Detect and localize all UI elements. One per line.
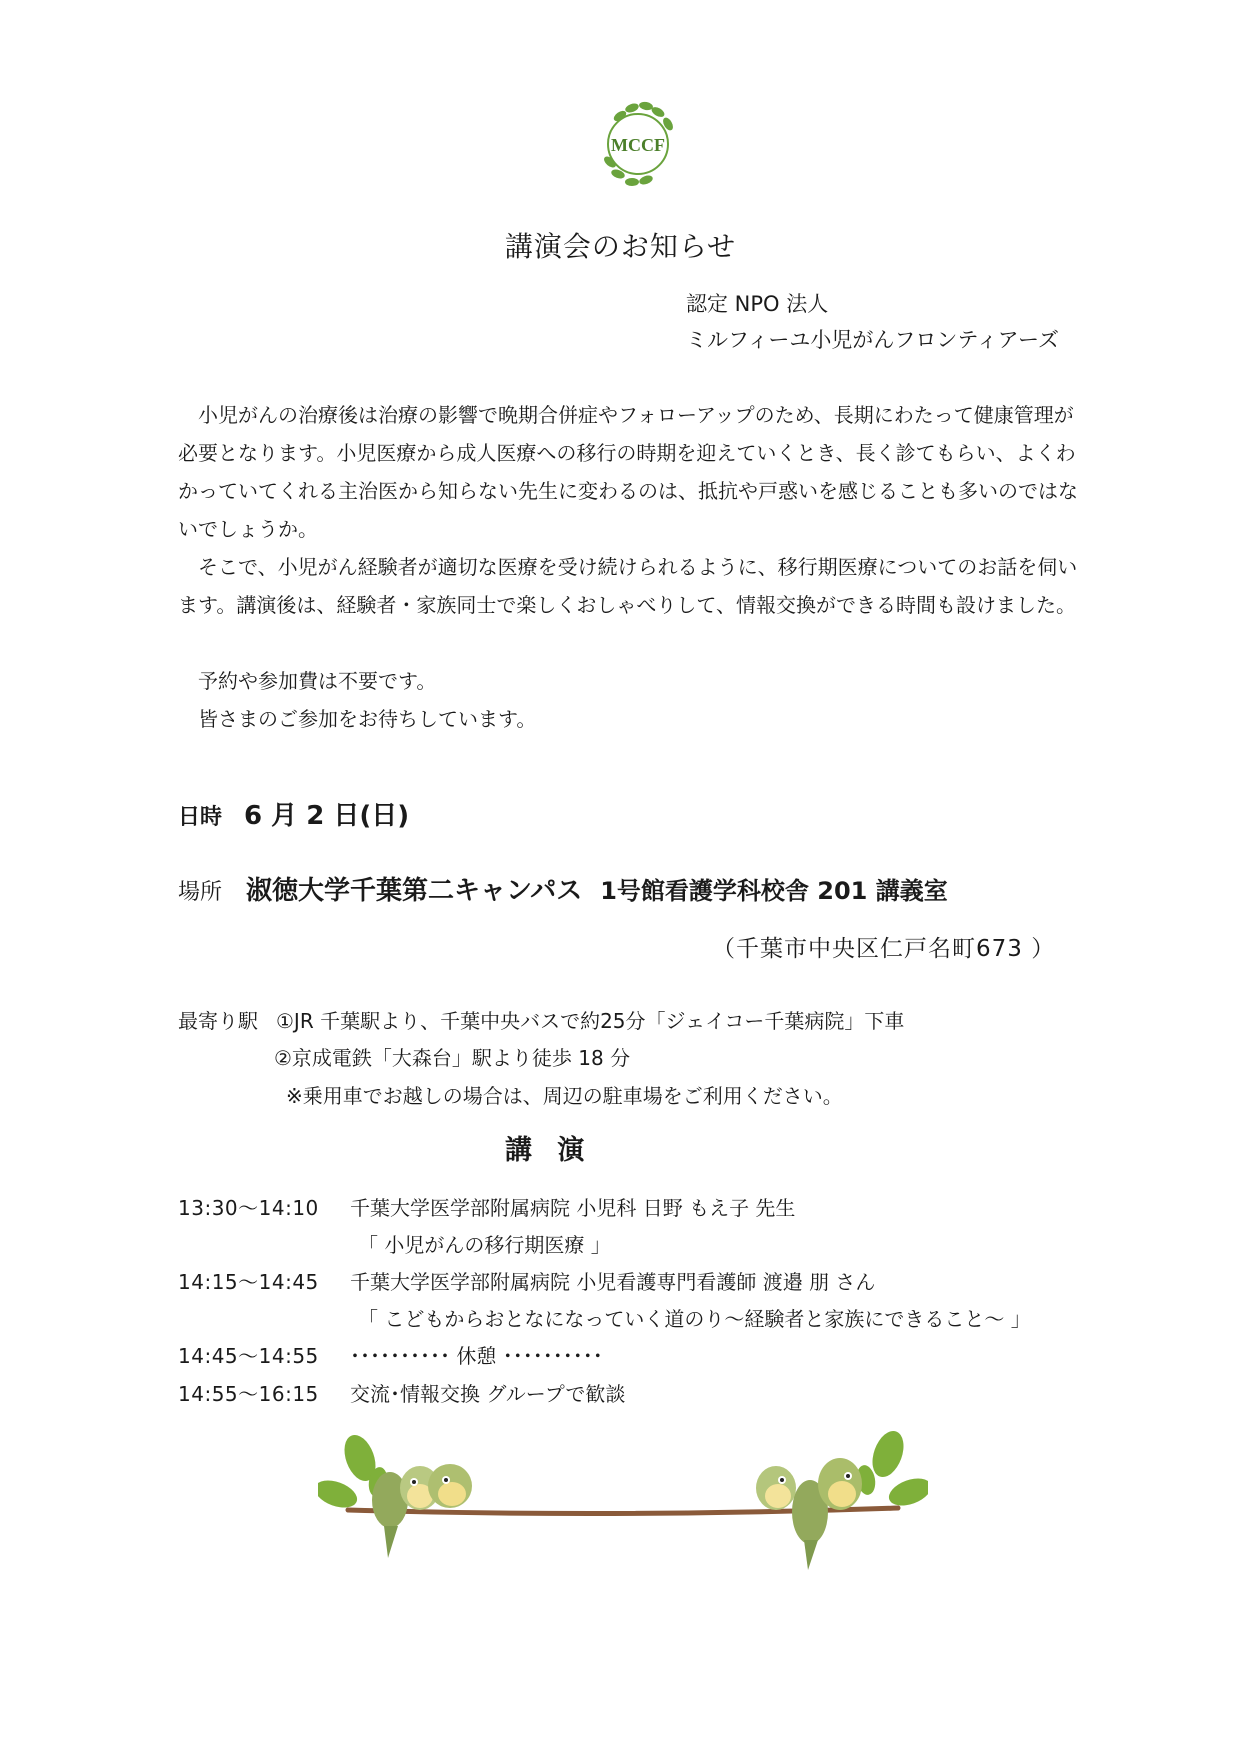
venue-building: 1号館看護学科校舎 201 講義室 xyxy=(600,877,948,905)
schedule-row xyxy=(178,1266,875,1295)
date-label: 日時 xyxy=(178,805,223,830)
birds-on-branch-illustration xyxy=(318,1430,928,1580)
venue-name: 淑徳大学千葉第二キャンパス xyxy=(246,876,583,906)
logo-text: MCCF xyxy=(611,135,665,155)
venue-address: （千葉市中央区仁戸名町673 ） xyxy=(712,936,1056,962)
lecture-topic: 「 小児がんの移行期医療 」 xyxy=(358,1233,611,1257)
schedule-text: 千葉大学医学部附属病院 小児看護専門看護師 渡邉 朋 さん xyxy=(350,1270,876,1294)
schedule-row xyxy=(178,1378,625,1407)
schedule-text: ･･････････ 休憩 ･･････････ xyxy=(350,1344,603,1368)
schedule-time: 14:45～14:55 xyxy=(178,1344,319,1368)
schedule-time: 13:30～14:10 xyxy=(178,1196,319,1220)
route-1-text: ①JR 千葉駅より、千葉中央バスで約25分「ジェイコー千葉病院」下車 xyxy=(276,1009,905,1033)
lecture-heading: 講 演 xyxy=(505,1135,593,1166)
schedule-text: 千葉大学医学部附属病院 小児科 日野 もえ子 先生 xyxy=(350,1196,796,1220)
schedule-row xyxy=(178,1192,795,1221)
organizer-type: 認定 NPO 法人 xyxy=(686,292,829,316)
intro-paragraph-3: 予約や参加費は不要です。 xyxy=(198,669,437,693)
schedule-text: 交流･情報交換 グループで歓談 xyxy=(350,1382,626,1406)
organizer-name: ミルフィーユ小児がんフロンティアーズ xyxy=(686,328,1059,352)
access-route-2: ②京成電鉄「大森台」駅より徒歩 18 分 xyxy=(274,1046,631,1070)
schedule-row xyxy=(178,1340,603,1369)
mccf-logo xyxy=(590,98,686,190)
date-value: 6 月 2 日(日) xyxy=(244,801,410,831)
lecture-topic: 「 こどもからおとなになっていく道のり～経験者と家族にできること～ 」 xyxy=(358,1307,1031,1331)
schedule-time: 14:15～14:45 xyxy=(178,1270,319,1294)
parking-note: ※乗用車でお越しの場合は、周辺の駐車場をご利用ください。 xyxy=(286,1084,843,1108)
event-venue xyxy=(178,870,948,907)
page-title: 講演会のお知らせ xyxy=(504,230,737,263)
intro-paragraph-4: 皆さまのご参加をお待ちしています。 xyxy=(198,707,537,731)
intro-paragraph-1: 小児がんの治療後は治療の影響で晩期合併症やフォローアップのため、長期にわたって健康管理が必要となります。小児医療から成人医療への移行の時期を迎えていくとき、長く診てもらい、よくわかっていてくれる主治医から知らない先生に変わるのは、抵抗や戸惑いを感じることも多いのではないでしょうか。 xyxy=(178,403,1078,541)
schedule-time: 14:55～16:15 xyxy=(178,1382,319,1406)
access-route-1 xyxy=(178,1005,904,1034)
intro-paragraph-2: そこで、小児がん経験者が適切な医療を受け続けられるように、移行期医療についてのお話を伺います。講演後は、経験者・家族同士で楽しくおしゃべりして、情報交換ができる時間も設けました。 xyxy=(178,555,1078,617)
event-date xyxy=(178,795,409,832)
venue-label: 場所 xyxy=(178,880,223,905)
access-label: 最寄り駅 xyxy=(178,1009,258,1033)
